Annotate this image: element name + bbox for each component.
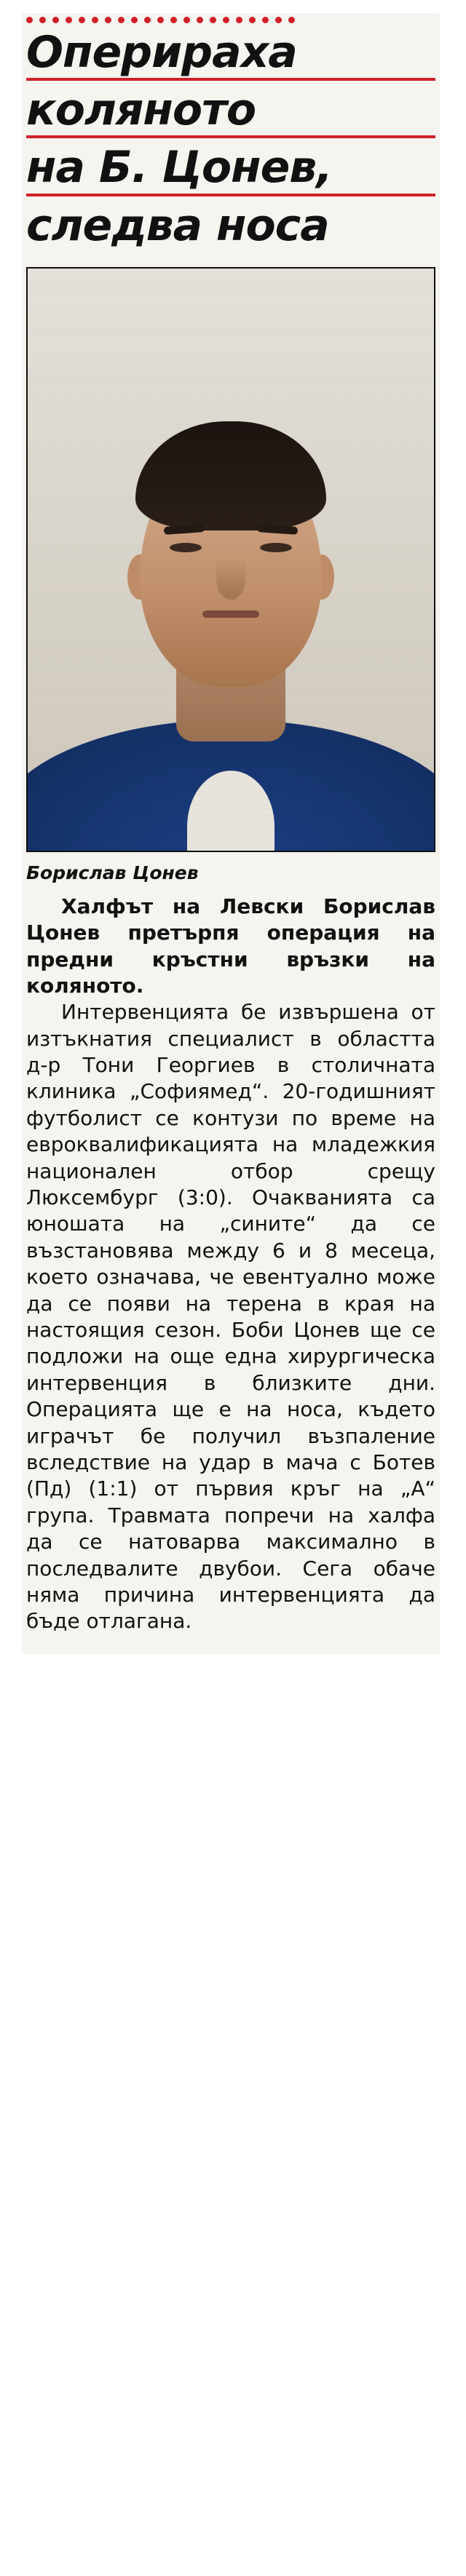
- rule-dot: [170, 17, 177, 23]
- rule-dot: [79, 17, 85, 23]
- headline-line-3: на Б. Цонев,: [26, 146, 435, 196]
- rule-dot: [288, 17, 295, 23]
- rule-dot: [131, 17, 138, 23]
- rule-dot: [183, 17, 190, 23]
- rule-dot: [118, 17, 125, 23]
- rule-dot: [92, 17, 98, 23]
- headline-line-4: следва носа: [26, 199, 329, 251]
- rule-dot: [39, 17, 46, 23]
- rule-dot: [262, 17, 269, 23]
- rule-dot: [52, 17, 59, 23]
- rule-dot: [105, 17, 111, 23]
- headline: [22, 27, 440, 251]
- photo-eye-right: [260, 543, 292, 552]
- rule-dot: [197, 17, 203, 23]
- photo-caption: Борислав Цонев: [26, 862, 199, 883]
- rule-dot: [249, 17, 256, 23]
- rule-dot: [66, 17, 72, 23]
- rule-dot: [223, 17, 229, 23]
- photo-eye-left: [170, 543, 202, 552]
- newspaper-clipping: [22, 13, 440, 1654]
- page: [0, 13, 466, 2576]
- article-photo: [26, 267, 435, 852]
- article-paragraph-lead: Халфът на Левски Борислав Цонев претърпя операция на предни кръстни връзки на коляното.: [26, 894, 435, 998]
- rule-dot: [210, 17, 216, 23]
- article-paragraph-body: Интервенцията бе извършена от изтъкнатия специалист в областта д-р Тони Георгиев в столичната клиника „Софиямед“. 20-годишният футболист се контузи по време на евроквалификацията на младежкия национален отбор срещу Люксембург (3:0). Очакванията са юношата на „сините“ да се възстановява между 6 и 8 месеца, което означава, че евентуално може да се появи на терена в края на настоящия сезон. Боби Цонев ще се подложи на още една хирургическа интервенция в близките дни. Операцията ще е на носа, където играчът бе получил възпаление вследствие на удар в мача с Ботев (Пд) (1:1) от първия кръг на „А“ група. Травмата попречи на халфа да се натоварва максимално в последвалите двубои. Сега обаче няма причина интервенцията да бъде отлагана.: [26, 1000, 435, 1634]
- rule-dot: [144, 17, 151, 23]
- rule-dot: [236, 17, 242, 23]
- photo-mouth: [202, 611, 259, 618]
- rule-dot: [26, 17, 33, 23]
- rule-dot: [275, 17, 282, 23]
- headline-line-1: Оперираха: [26, 31, 435, 81]
- article-body: [26, 894, 435, 1635]
- rule-dot: [157, 17, 164, 23]
- photo-nose: [216, 559, 245, 600]
- top-dotted-rule: [26, 13, 440, 26]
- headline-line-2: коляното: [26, 88, 435, 138]
